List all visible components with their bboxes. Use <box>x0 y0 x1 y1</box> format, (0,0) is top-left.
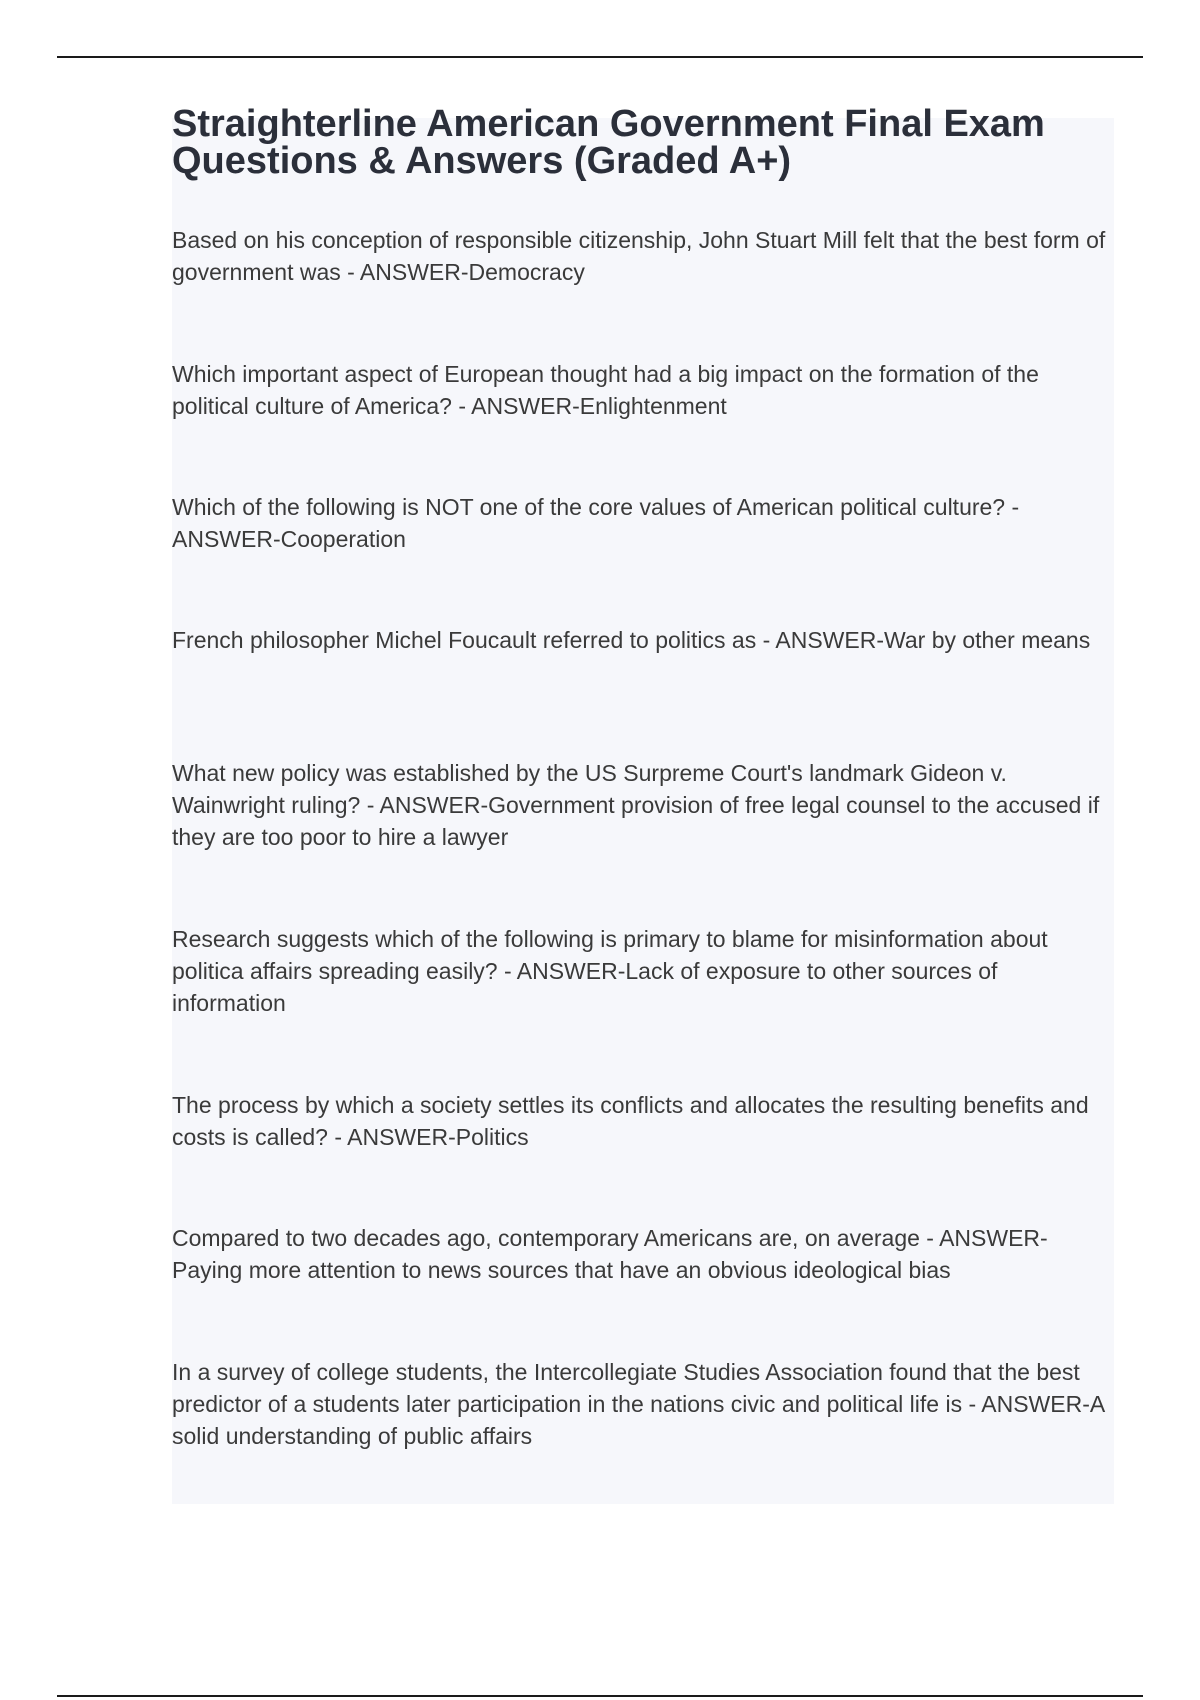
qa-item-2: Which important aspect of European thought had a big impact on the formation of the political culture of America? - ANSWER-Enlightenment <box>172 361 1039 419</box>
qa-item-4: French philosopher Michel Foucault referred to politics as - ANSWER-War by other means <box>172 627 1091 653</box>
qa-item-6: Research suggests which of the following is primary to blame for misinformation about politica affairs spreading easily? - ANSWER-Lack of exposure to other sources of information <box>172 926 1048 1016</box>
qa-item-3: Which of the following is NOT one of the core values of American political culture? - ANSWER-Cooperation <box>172 494 1020 552</box>
bottom-rule <box>57 1695 1143 1697</box>
qa-item-8: Compared to two decades ago, contemporary Americans are, on average - ANSWER-Paying more attention to news sources that have an obvious ideological bias <box>172 1225 1048 1283</box>
qa-item-5: What new policy was established by the US Surpreme Court's landmark Gideon v. Wainwright ruling? - ANSWER-Government provision of free legal counsel to the accused if they are too poor to hire a lawyer <box>172 760 1100 850</box>
qa-item-9: In a survey of college students, the Intercollegiate Studies Association found that the best predictor of a students later participation in the nations civic and political life is - ANSWER-A solid understanding of public affairs <box>172 1359 1104 1449</box>
top-rule <box>57 56 1143 58</box>
qa-item-1: Based on his conception of responsible citizenship, John Stuart Mill felt that the best form of government was - ANSWER-Democracy <box>172 227 1106 285</box>
document-title: Straighterline American Government Final Exam Questions & Answers (Graded A+) <box>172 103 1045 182</box>
qa-item-7: The process by which a society settles its conflicts and allocates the resulting benefits and costs is called? - ANSWER-Politics <box>172 1092 1089 1150</box>
